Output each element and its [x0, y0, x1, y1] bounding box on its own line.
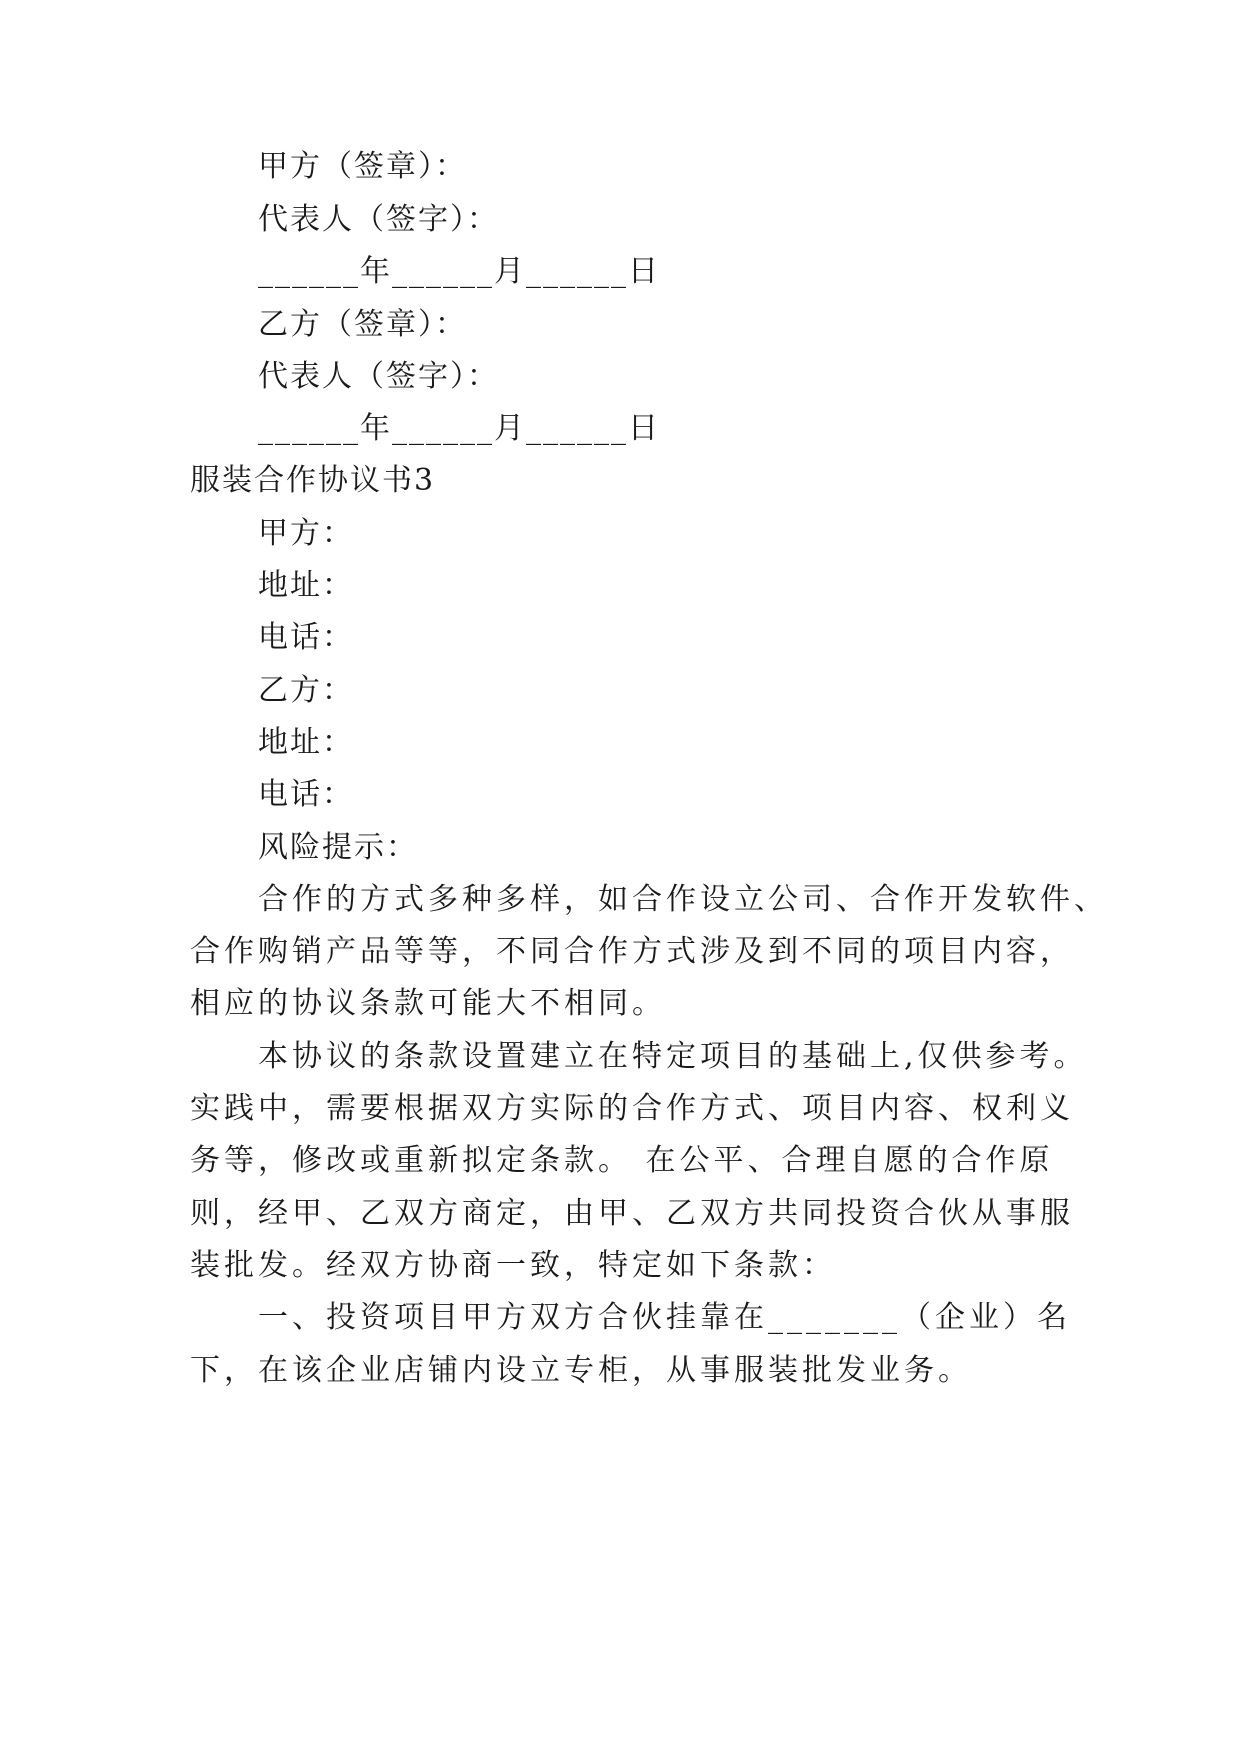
party-a-seal-line: 甲方（签章）： — [258, 149, 467, 184]
paragraph-2-line-3: 务等，修改或重新拟定条款。 在公平、合理自愿的合作原 — [190, 1143, 1054, 1178]
phone-b-label: 电话： — [258, 777, 354, 812]
phone-a-label: 电话： — [258, 620, 354, 655]
paragraph-2-line-4: 则，经甲、乙双方商定，由甲、乙双方共同投资合伙从事服 — [190, 1196, 1074, 1231]
clause-1-line-2: 下，在该企业店铺内设立专柜，从事服装批发业务。 — [190, 1353, 972, 1388]
representative-a-sign-line: 代表人（签字）： — [258, 202, 499, 237]
paragraph-1-line-1: 合作的方式多种多样，如合作设立公司、合作开发软件、 — [258, 882, 1108, 917]
date-line-b: ______年______月______日 — [258, 411, 660, 446]
date-line-a: ______年______月______日 — [258, 254, 660, 289]
clause-1-line-1: 一、投资项目甲方双方合伙挂靠在_______（企业）名 — [258, 1300, 1071, 1335]
party-b-label: 乙方： — [258, 673, 354, 708]
paragraph-1-line-2: 合作购销产品等等，不同合作方式涉及到不同的项目内容， — [190, 934, 1074, 969]
risk-heading: 风险提示： — [258, 830, 418, 865]
party-b-seal-line: 乙方（签章）： — [258, 307, 467, 342]
paragraph-1-line-3: 相应的协议条款可能大不相同。 — [190, 986, 666, 1021]
paragraph-2-line-5: 装批发。经双方协商一致，特定如下条款： — [190, 1248, 836, 1283]
address-b-label: 地址： — [258, 725, 354, 760]
paragraph-2-line-2: 实践中，需要根据双方实际的合作方式、项目内容、权利义 — [190, 1091, 1074, 1126]
paragraph-2-line-1: 本协议的条款设置建立在特定项目的基础上,仅供参考。 — [258, 1039, 1088, 1074]
section-title: 服装合作协议书3 — [190, 463, 436, 498]
representative-b-sign-line: 代表人（签字）： — [258, 359, 499, 394]
address-a-label: 地址： — [258, 568, 354, 603]
party-a-label: 甲方： — [258, 516, 354, 551]
